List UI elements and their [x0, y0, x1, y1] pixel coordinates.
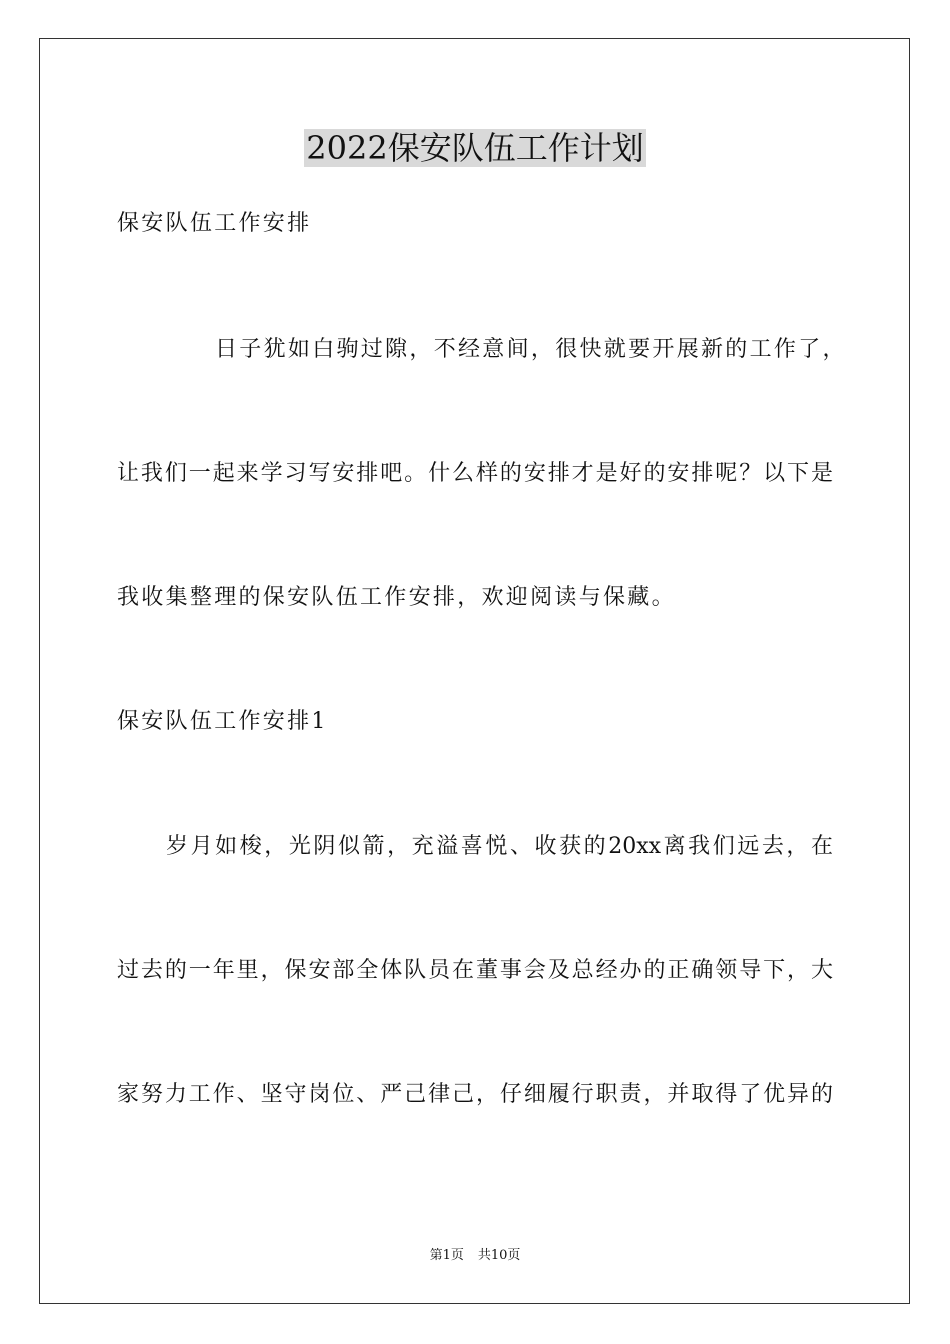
- page-number-total: 共10页: [477, 1248, 521, 1263]
- paragraph-line: 家努力工作、坚守岗位、严己律己，仔细履行职责，并取得了优异的: [117, 1082, 833, 1107]
- document-title: [0, 128, 950, 168]
- page-number-current: 第1页: [429, 1248, 464, 1263]
- section-heading: 保安队伍工作安排: [117, 211, 312, 236]
- page-footer: [0, 1246, 950, 1266]
- paragraph-line: 日子犹如白驹过隙，不经意间，很快就要开展新的工作了，: [215, 337, 847, 362]
- paragraph-line: 岁月如梭，光阴似箭，充溢喜悦、收获的20xx离我们远去，在: [166, 834, 833, 859]
- document-title-text: 2022保安队伍工作计划: [306, 129, 644, 167]
- section-heading: 保安队伍工作安排1: [117, 709, 328, 734]
- paragraph-line: 过去的一年里，保安部全体队员在董事会及总经办的正确领导下，大: [117, 958, 833, 983]
- paragraph-line: 我收集整理的保安队伍工作安排，欢迎阅读与保藏。: [117, 585, 676, 610]
- paragraph-line: 让我们一起来学习写安排吧。什么样的安排才是好的安排呢？以下是: [117, 461, 833, 486]
